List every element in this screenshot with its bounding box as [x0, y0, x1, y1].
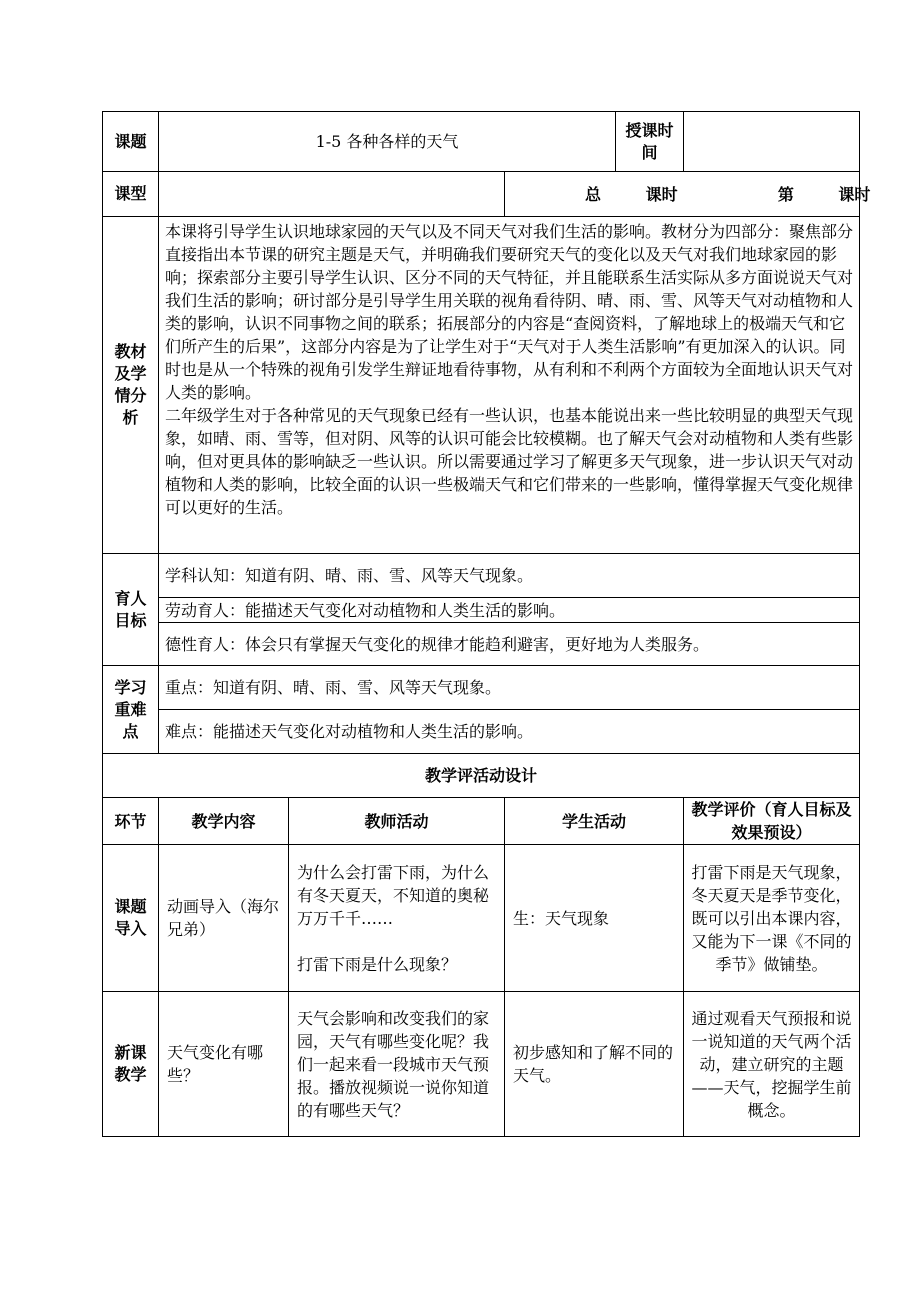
evaluation-cell: 通过观看天气预报和说一说知道的天气两个活动，建立研究的主题——天气，挖掘学生前概念。	[684, 992, 860, 1137]
keypoints-label: 学习重难点	[103, 666, 159, 754]
col-header-student: 学生活动	[505, 798, 684, 845]
time-label: 授课时间	[616, 112, 684, 172]
content-cell: 动画导入（海尔兄弟）	[159, 845, 289, 992]
evaluation-cell: 打雷下雨是天气现象，冬天夏天是季节变化，既可以引出本课内容，又能为下一课《不同的季节》做铺垫。	[684, 845, 860, 992]
analysis-label: 教材及学情分析	[103, 217, 159, 554]
lesson-plan-table	[102, 111, 871, 1137]
lesson-hours: 总 课时 第 课时	[505, 172, 860, 217]
type-label: 课型	[103, 172, 159, 217]
goal-item-1: 学科认知：知道有阴、晴、雨、雪、风等天气现象。	[159, 554, 860, 598]
keypoint-row	[103, 666, 860, 710]
col-header-teacher: 教师活动	[289, 798, 505, 845]
teacher-question: 打雷下雨是什么现象？	[297, 954, 458, 974]
content-cell: 天气变化有哪些？	[159, 992, 289, 1137]
goal-row	[103, 623, 860, 666]
type-row	[103, 172, 860, 217]
topic-value: 1-5 各种各样的天气	[159, 112, 616, 172]
stage-cell: 课题导入	[103, 845, 159, 992]
keypoint-row	[103, 710, 860, 754]
type-value	[159, 172, 505, 217]
design-title-row	[103, 754, 860, 798]
goal-item-2: 劳动育人：能描述天气变化对动植物和人类生活的影响。	[159, 598, 860, 623]
student-cell: 生：天气现象	[505, 845, 684, 992]
topic-label: 课题	[103, 112, 159, 172]
goal-row	[103, 598, 860, 623]
design-title: 教学评活动设计	[103, 754, 860, 798]
teacher-cell: 天气会影响和改变我们的家园，天气有哪些变化呢？我们一起来看一段城市天气预报。播放视频说一说你知道的有哪些天气？	[289, 992, 505, 1137]
keypoint-difficulty: 难点：能描述天气变化对动植物和人类生活的影响。	[159, 710, 860, 754]
student-cell: 初步感知和了解不同的天气。	[505, 992, 684, 1137]
design-header-row	[103, 798, 860, 845]
keypoint-focus: 重点：知道有阴、晴、雨、雪、风等天气现象。	[159, 666, 860, 710]
col-header-content: 教学内容	[159, 798, 289, 845]
teacher-cell	[289, 845, 505, 992]
stage-cell: 新课教学	[103, 992, 159, 1137]
topic-row	[103, 112, 860, 172]
table-row	[103, 992, 860, 1137]
analysis-row	[103, 217, 860, 554]
goal-item-3: 德性育人：体会只有掌握天气变化的规律才能趋利避害，更好地为人类服务。	[159, 623, 860, 666]
analysis-paragraph-1: 本课将引导学生认识地球家园的天气以及不同天气对我们生活的影响。教材分为四部分：聚焦部分直接指出本节课的研究主题是天气，并明确我们要研究天气的变化以及天气对我们地球家园的影响；探索部分主要引导学生认识、区分不同的天气特征，并且能联系生活实际从多方面说说天气对我们生活的影响；研讨部分是引导学生用关联的视角看待阴、晴、雨、雪、风等天气对动植物和人类的影响，认识不同事物之间的联系；拓展部分的内容是“查阅资料，了解地球上的极端天气和它们所产生的后果”，这部分内容是为了让学生对于“天气对于人类生活影响”有更加深入的认识。同时也是从一个特殊的视角引发学生辩证地看待事物，从有利和不利两个方面较为全面地认识天气对人类的影响。	[165, 222, 854, 402]
col-header-stage: 环节	[103, 798, 159, 845]
col-header-evaluation: 教学评价（育人目标及效果预设）	[684, 798, 860, 845]
table-row	[103, 845, 860, 992]
analysis-paragraph-2: 二年级学生对于各种常见的天气现象已经有一些认识，也基本能说出来一些比较明显的典型天气现象，如晴、雨、雪等，但对阴、风等的认识可能会比较模糊。也了解天气会对动植物和人类有些影响，但对更具体的影响缺乏一些认识。所以需要通过学习了解更多天气现象，进一步认识天气对动植物和人类的影响，比较全面的认识一些极端天气和它们带来的一些影响，懂得掌握天气变化规律可以更好的生活。	[165, 406, 854, 517]
analysis-content	[159, 217, 860, 554]
goal-row	[103, 554, 860, 598]
teacher-text: 为什么会打雷下雨，为什么有冬天夏天，不知道的奥秘万万千千……	[297, 862, 490, 928]
time-value	[684, 112, 860, 172]
goals-label: 育人目标	[103, 554, 159, 666]
